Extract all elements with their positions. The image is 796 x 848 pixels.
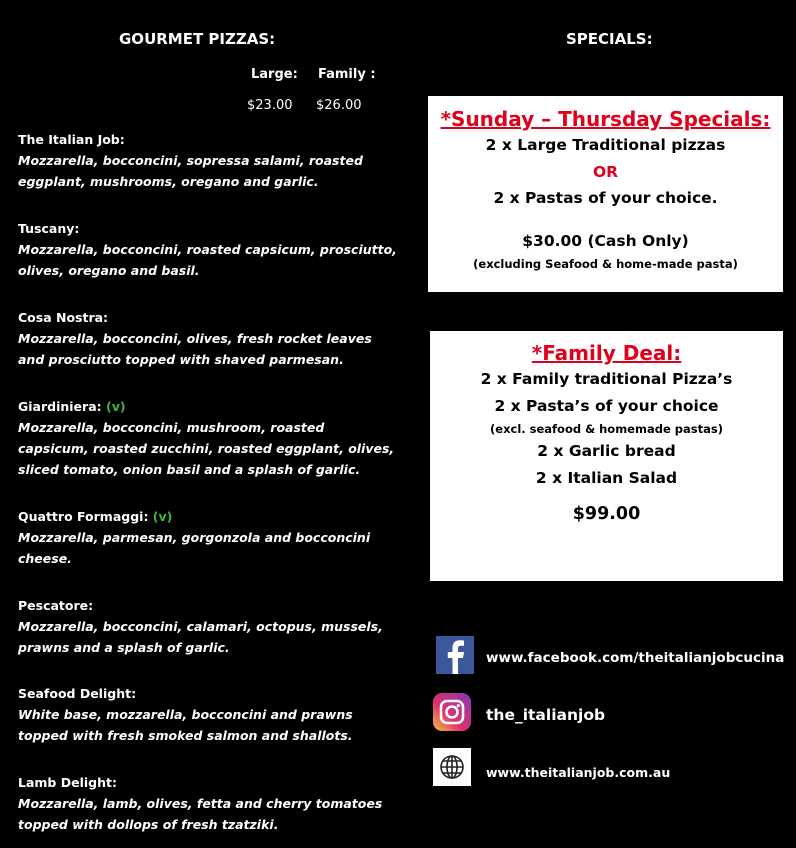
pizza-name <box>18 507 398 527</box>
pizza-item <box>18 130 398 192</box>
pizza-name-text: Seafood Delight: <box>18 686 137 701</box>
pizza-name <box>18 130 398 150</box>
pizza-item <box>18 684 398 746</box>
pizza-name <box>18 684 398 704</box>
special-or: OR <box>592 163 619 181</box>
pizza-item <box>18 219 398 281</box>
pizza-item <box>18 507 398 569</box>
pizza-description: Mozzarella, parmesan, gorgonzola and bocconcini cheese. <box>18 530 371 566</box>
pizza-name-text: Pescatore: <box>18 598 94 613</box>
pizza-description: Mozzarella, lamb, olives, fetta and cherry tomatoes topped with dollops of fresh tzatziki. <box>18 796 383 832</box>
family-deal-box <box>430 331 783 581</box>
pizza-name <box>18 308 398 328</box>
pizza-item <box>18 596 398 658</box>
pizza-name <box>18 773 398 793</box>
family-deal-price: $99.00 <box>572 504 641 524</box>
special-price: $30.00 (Cash Only) <box>522 232 689 250</box>
specials-heading: SPECIALS: <box>566 30 653 48</box>
pizza-description: Mozzarella, bocconcini, olives, fresh rocket leaves and prosciutto topped with shaved parmesan. <box>18 331 372 367</box>
family-deal-note: (excl. seafood & homemade pastas) <box>490 422 723 436</box>
pizza-name-text: Lamb Delight: <box>18 775 117 790</box>
pizza-description: White base, mozzarella, bocconcini and prawns topped with fresh smoked salmon and shallots. <box>18 707 353 743</box>
size-family-label: Family : <box>318 67 376 82</box>
pizza-name-text: Quattro Formaggi: <box>18 509 153 524</box>
pizza-name-text: Tuscany: <box>18 221 80 236</box>
pizza-name-text: Giardiniera: <box>18 399 106 414</box>
family-deal-line: 2 x Garlic bread <box>537 442 676 460</box>
pizza-description: Mozzarella, bocconcini, mushroom, roasted capsicum, roasted zucchini, roasted eggplant, olives, sliced tomato, onion basil and a splash of garlic. <box>18 420 395 477</box>
special-title: *Sunday – Thursday Specials: <box>440 107 771 131</box>
pizza-name-text: Cosa Nostra: <box>18 310 109 325</box>
family-deal-line: 2 x Italian Salad <box>535 469 678 487</box>
special-note: (excluding Seafood & home-made pasta) <box>473 257 738 271</box>
pizza-description: Mozzarella, bocconcini, sopressa salami, roasted eggplant, mushrooms, oregano and garlic. <box>18 153 363 189</box>
price-family: $26.00 <box>316 98 362 113</box>
globe-icon[interactable] <box>433 748 471 786</box>
family-deal-line: 2 x Pasta’s of your choice <box>494 397 719 415</box>
instagram-icon[interactable] <box>433 693 471 731</box>
website-link[interactable]: www.theitalianjob.com.au <box>486 765 671 780</box>
pizza-item <box>18 773 398 835</box>
facebook-link[interactable]: www.facebook.com/theitalianjobcucina <box>486 650 785 666</box>
instagram-handle[interactable]: the_italianjob <box>486 706 606 724</box>
pizza-description: Mozzarella, bocconcini, roasted capsicum, prosciutto, olives, oregano and basil. <box>18 242 397 278</box>
vegetarian-badge: (v) <box>106 399 126 414</box>
pizza-description: Mozzarella, bocconcini, calamari, octopus, mussels, prawns and a splash of garlic. <box>18 619 383 655</box>
price-large: $23.00 <box>247 98 293 113</box>
family-deal-line: 2 x Family traditional Pizza’s <box>480 370 733 388</box>
sunday-thursday-special-box <box>428 96 783 292</box>
size-large-label: Large: <box>251 67 298 82</box>
pizza-item <box>18 397 398 480</box>
family-deal-title: *Family Deal: <box>531 341 682 365</box>
vegetarian-badge: (v) <box>152 509 173 524</box>
facebook-icon[interactable] <box>436 636 474 674</box>
pizza-name <box>18 219 398 239</box>
pizza-item <box>18 308 398 370</box>
pizza-name <box>18 596 398 616</box>
special-line: 2 x Large Traditional pizzas <box>485 136 726 154</box>
pizza-name <box>18 397 398 417</box>
pizza-name-text: The Italian Job: <box>18 132 125 147</box>
special-line: 2 x Pastas of your choice. <box>493 189 718 207</box>
gourmet-pizzas-heading: GOURMET PIZZAS: <box>119 30 276 48</box>
